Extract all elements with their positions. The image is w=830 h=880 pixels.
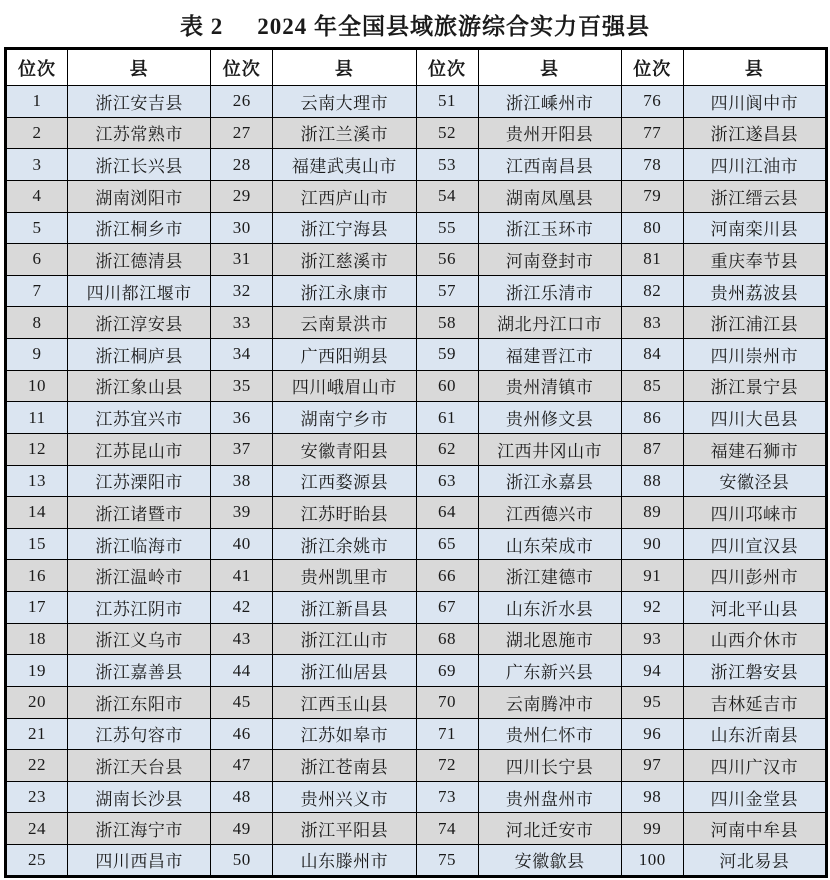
rank-cell: 70 bbox=[416, 686, 478, 718]
county-cell: 江西井冈山市 bbox=[478, 433, 621, 465]
county-cell: 浙江温岭市 bbox=[68, 560, 211, 592]
rank-cell: 72 bbox=[416, 750, 478, 782]
rank-cell: 15 bbox=[6, 528, 68, 560]
rank-cell: 79 bbox=[621, 180, 683, 212]
county-cell: 四川江油市 bbox=[683, 149, 826, 181]
header-row bbox=[6, 49, 827, 86]
county-cell: 贵州盘州市 bbox=[478, 781, 621, 813]
rank-cell: 95 bbox=[621, 686, 683, 718]
county-cell: 湖北丹江口市 bbox=[478, 307, 621, 339]
rank-cell: 36 bbox=[211, 402, 273, 434]
county-cell: 江西庐山市 bbox=[273, 180, 416, 212]
county-cell: 湖南宁乡市 bbox=[273, 402, 416, 434]
rank-cell: 57 bbox=[416, 275, 478, 307]
county-cell: 云南景洪市 bbox=[273, 307, 416, 339]
rank-cell: 86 bbox=[621, 402, 683, 434]
rank-cell: 89 bbox=[621, 497, 683, 529]
county-cell: 江西婺源县 bbox=[273, 465, 416, 497]
county-cell: 浙江诸暨市 bbox=[68, 497, 211, 529]
rank-cell: 96 bbox=[621, 718, 683, 750]
rank-cell: 23 bbox=[6, 781, 68, 813]
county-cell: 山西介休市 bbox=[683, 623, 826, 655]
rank-cell: 84 bbox=[621, 339, 683, 371]
county-cell: 四川都江堰市 bbox=[68, 275, 211, 307]
rank-cell: 43 bbox=[211, 623, 273, 655]
rank-cell: 25 bbox=[6, 845, 68, 877]
county-cell: 江苏如皋市 bbox=[273, 718, 416, 750]
rank-cell: 74 bbox=[416, 813, 478, 845]
rank-cell: 93 bbox=[621, 623, 683, 655]
rank-cell: 35 bbox=[211, 370, 273, 402]
rank-cell: 4 bbox=[6, 180, 68, 212]
county-cell: 浙江海宁市 bbox=[68, 813, 211, 845]
header-rank: 位次 bbox=[211, 49, 273, 86]
county-cell: 浙江景宁县 bbox=[683, 370, 826, 402]
rank-cell: 32 bbox=[211, 275, 273, 307]
county-cell: 浙江嘉善县 bbox=[68, 655, 211, 687]
rank-cell: 26 bbox=[211, 86, 273, 118]
rank-cell: 78 bbox=[621, 149, 683, 181]
rank-cell: 38 bbox=[211, 465, 273, 497]
rank-cell: 2 bbox=[6, 117, 68, 149]
county-cell: 浙江嵊州市 bbox=[478, 86, 621, 118]
county-cell: 安徽歙县 bbox=[478, 845, 621, 877]
rank-cell: 67 bbox=[416, 592, 478, 624]
rank-cell: 73 bbox=[416, 781, 478, 813]
county-cell: 四川崇州市 bbox=[683, 339, 826, 371]
county-cell: 浙江长兴县 bbox=[68, 149, 211, 181]
county-cell: 湖南浏阳市 bbox=[68, 180, 211, 212]
table-row bbox=[6, 813, 827, 845]
table-row bbox=[6, 339, 827, 371]
county-cell: 浙江桐庐县 bbox=[68, 339, 211, 371]
rank-cell: 94 bbox=[621, 655, 683, 687]
county-cell: 江苏宜兴市 bbox=[68, 402, 211, 434]
table-row bbox=[6, 528, 827, 560]
rank-cell: 3 bbox=[6, 149, 68, 181]
county-cell: 安徽泾县 bbox=[683, 465, 826, 497]
header-county: 县 bbox=[273, 49, 416, 86]
rank-cell: 100 bbox=[621, 845, 683, 877]
county-cell: 重庆奉节县 bbox=[683, 244, 826, 276]
county-cell: 江西德兴市 bbox=[478, 497, 621, 529]
county-cell: 河南栾川县 bbox=[683, 212, 826, 244]
rank-cell: 91 bbox=[621, 560, 683, 592]
county-cell: 四川阆中市 bbox=[683, 86, 826, 118]
table-row bbox=[6, 86, 827, 118]
county-cell: 浙江淳安县 bbox=[68, 307, 211, 339]
rank-cell: 92 bbox=[621, 592, 683, 624]
rank-cell: 66 bbox=[416, 560, 478, 592]
county-cell: 浙江浦江县 bbox=[683, 307, 826, 339]
county-cell: 浙江建德市 bbox=[478, 560, 621, 592]
header-rank: 位次 bbox=[416, 49, 478, 86]
rank-cell: 49 bbox=[211, 813, 273, 845]
table-row bbox=[6, 781, 827, 813]
rank-cell: 87 bbox=[621, 433, 683, 465]
county-cell: 浙江乐清市 bbox=[478, 275, 621, 307]
county-cell: 河南中牟县 bbox=[683, 813, 826, 845]
rank-cell: 53 bbox=[416, 149, 478, 181]
rank-cell: 42 bbox=[211, 592, 273, 624]
rank-cell: 71 bbox=[416, 718, 478, 750]
county-cell: 云南腾冲市 bbox=[478, 686, 621, 718]
rank-cell: 39 bbox=[211, 497, 273, 529]
rank-cell: 54 bbox=[416, 180, 478, 212]
rank-cell: 30 bbox=[211, 212, 273, 244]
county-cell: 四川金堂县 bbox=[683, 781, 826, 813]
rank-cell: 1 bbox=[6, 86, 68, 118]
table-row bbox=[6, 497, 827, 529]
table-row bbox=[6, 845, 827, 877]
rank-cell: 52 bbox=[416, 117, 478, 149]
rank-cell: 18 bbox=[6, 623, 68, 655]
rank-cell: 59 bbox=[416, 339, 478, 371]
table-row bbox=[6, 149, 827, 181]
county-cell: 江西南昌县 bbox=[478, 149, 621, 181]
rank-cell: 83 bbox=[621, 307, 683, 339]
table-row bbox=[6, 750, 827, 782]
county-cell: 浙江临海市 bbox=[68, 528, 211, 560]
county-cell: 吉林延吉市 bbox=[683, 686, 826, 718]
county-cell: 浙江东阳市 bbox=[68, 686, 211, 718]
county-cell: 贵州仁怀市 bbox=[478, 718, 621, 750]
rank-cell: 12 bbox=[6, 433, 68, 465]
rank-cell: 98 bbox=[621, 781, 683, 813]
county-cell: 湖北恩施市 bbox=[478, 623, 621, 655]
rank-cell: 64 bbox=[416, 497, 478, 529]
county-cell: 浙江江山市 bbox=[273, 623, 416, 655]
county-cell: 广东新兴县 bbox=[478, 655, 621, 687]
table-row bbox=[6, 402, 827, 434]
rank-cell: 40 bbox=[211, 528, 273, 560]
county-cell: 福建晋江市 bbox=[478, 339, 621, 371]
county-cell: 浙江新昌县 bbox=[273, 592, 416, 624]
table-row bbox=[6, 718, 827, 750]
rank-cell: 7 bbox=[6, 275, 68, 307]
rank-cell: 44 bbox=[211, 655, 273, 687]
rank-cell: 61 bbox=[416, 402, 478, 434]
county-cell: 湖南凤凰县 bbox=[478, 180, 621, 212]
rank-cell: 19 bbox=[6, 655, 68, 687]
county-cell: 河北迁安市 bbox=[478, 813, 621, 845]
county-cell: 四川长宁县 bbox=[478, 750, 621, 782]
county-cell: 浙江玉环市 bbox=[478, 212, 621, 244]
county-cell: 山东沂南县 bbox=[683, 718, 826, 750]
header-county: 县 bbox=[68, 49, 211, 86]
rank-cell: 55 bbox=[416, 212, 478, 244]
county-cell: 江苏句容市 bbox=[68, 718, 211, 750]
county-cell: 浙江宁海县 bbox=[273, 212, 416, 244]
rank-cell: 46 bbox=[211, 718, 273, 750]
county-cell: 山东荣成市 bbox=[478, 528, 621, 560]
county-cell: 浙江永康市 bbox=[273, 275, 416, 307]
rank-cell: 81 bbox=[621, 244, 683, 276]
rank-cell: 37 bbox=[211, 433, 273, 465]
county-cell: 浙江遂昌县 bbox=[683, 117, 826, 149]
rank-cell: 21 bbox=[6, 718, 68, 750]
table-row bbox=[6, 307, 827, 339]
table-row bbox=[6, 180, 827, 212]
rank-cell: 63 bbox=[416, 465, 478, 497]
county-cell: 浙江天台县 bbox=[68, 750, 211, 782]
rank-cell: 34 bbox=[211, 339, 273, 371]
rank-cell: 56 bbox=[416, 244, 478, 276]
county-cell: 浙江桐乡市 bbox=[68, 212, 211, 244]
table-row bbox=[6, 212, 827, 244]
table-row bbox=[6, 275, 827, 307]
county-cell: 云南大理市 bbox=[273, 86, 416, 118]
county-cell: 河南登封市 bbox=[478, 244, 621, 276]
rank-cell: 51 bbox=[416, 86, 478, 118]
rank-cell: 16 bbox=[6, 560, 68, 592]
county-cell: 四川西昌市 bbox=[68, 845, 211, 877]
county-cell: 湖南长沙县 bbox=[68, 781, 211, 813]
rank-cell: 50 bbox=[211, 845, 273, 877]
county-cell: 河北平山县 bbox=[683, 592, 826, 624]
rank-cell: 77 bbox=[621, 117, 683, 149]
table-row bbox=[6, 433, 827, 465]
table-title-text: 2024 年全国县域旅游综合实力百强县 bbox=[257, 14, 650, 39]
rank-cell: 80 bbox=[621, 212, 683, 244]
rank-cell: 11 bbox=[6, 402, 68, 434]
rank-cell: 65 bbox=[416, 528, 478, 560]
county-cell: 江苏江阴市 bbox=[68, 592, 211, 624]
rank-cell: 28 bbox=[211, 149, 273, 181]
rank-cell: 20 bbox=[6, 686, 68, 718]
county-cell: 贵州开阳县 bbox=[478, 117, 621, 149]
rank-cell: 5 bbox=[6, 212, 68, 244]
table-row bbox=[6, 592, 827, 624]
county-cell: 浙江仙居县 bbox=[273, 655, 416, 687]
rank-cell: 29 bbox=[211, 180, 273, 212]
header-rank: 位次 bbox=[621, 49, 683, 86]
county-cell: 四川宣汉县 bbox=[683, 528, 826, 560]
rank-cell: 60 bbox=[416, 370, 478, 402]
header-county: 县 bbox=[478, 49, 621, 86]
rank-cell: 90 bbox=[621, 528, 683, 560]
table-title bbox=[0, 0, 830, 47]
rank-cell: 9 bbox=[6, 339, 68, 371]
top100-table bbox=[4, 47, 828, 878]
table-row bbox=[6, 686, 827, 718]
county-cell: 广西阳朔县 bbox=[273, 339, 416, 371]
rank-cell: 62 bbox=[416, 433, 478, 465]
table-row bbox=[6, 560, 827, 592]
rank-cell: 13 bbox=[6, 465, 68, 497]
county-cell: 浙江缙云县 bbox=[683, 180, 826, 212]
county-cell: 四川峨眉山市 bbox=[273, 370, 416, 402]
county-cell: 河北易县 bbox=[683, 845, 826, 877]
header-rank: 位次 bbox=[6, 49, 68, 86]
rank-cell: 22 bbox=[6, 750, 68, 782]
rank-cell: 69 bbox=[416, 655, 478, 687]
rank-cell: 47 bbox=[211, 750, 273, 782]
rank-cell: 68 bbox=[416, 623, 478, 655]
rank-cell: 17 bbox=[6, 592, 68, 624]
county-cell: 福建石狮市 bbox=[683, 433, 826, 465]
county-cell: 贵州修文县 bbox=[478, 402, 621, 434]
rank-cell: 85 bbox=[621, 370, 683, 402]
county-cell: 福建武夷山市 bbox=[273, 149, 416, 181]
county-cell: 浙江德清县 bbox=[68, 244, 211, 276]
rank-cell: 33 bbox=[211, 307, 273, 339]
county-cell: 四川大邑县 bbox=[683, 402, 826, 434]
county-cell: 贵州兴义市 bbox=[273, 781, 416, 813]
rank-cell: 6 bbox=[6, 244, 68, 276]
county-cell: 四川邛崃市 bbox=[683, 497, 826, 529]
county-cell: 四川彭州市 bbox=[683, 560, 826, 592]
rank-cell: 58 bbox=[416, 307, 478, 339]
table-row bbox=[6, 244, 827, 276]
county-cell: 浙江象山县 bbox=[68, 370, 211, 402]
county-cell: 江苏昆山市 bbox=[68, 433, 211, 465]
rank-cell: 10 bbox=[6, 370, 68, 402]
county-cell: 浙江兰溪市 bbox=[273, 117, 416, 149]
county-cell: 浙江余姚市 bbox=[273, 528, 416, 560]
county-cell: 浙江义乌市 bbox=[68, 623, 211, 655]
rank-cell: 27 bbox=[211, 117, 273, 149]
county-cell: 安徽青阳县 bbox=[273, 433, 416, 465]
county-cell: 江苏常熟市 bbox=[68, 117, 211, 149]
county-cell: 江西玉山县 bbox=[273, 686, 416, 718]
table-row bbox=[6, 655, 827, 687]
rank-cell: 45 bbox=[211, 686, 273, 718]
rank-cell: 31 bbox=[211, 244, 273, 276]
county-cell: 浙江慈溪市 bbox=[273, 244, 416, 276]
rank-cell: 75 bbox=[416, 845, 478, 877]
county-cell: 贵州清镇市 bbox=[478, 370, 621, 402]
county-cell: 浙江磐安县 bbox=[683, 655, 826, 687]
table-row bbox=[6, 623, 827, 655]
table-row bbox=[6, 465, 827, 497]
county-cell: 浙江平阳县 bbox=[273, 813, 416, 845]
rank-cell: 76 bbox=[621, 86, 683, 118]
rank-cell: 24 bbox=[6, 813, 68, 845]
county-cell: 山东沂水县 bbox=[478, 592, 621, 624]
county-cell: 浙江永嘉县 bbox=[478, 465, 621, 497]
table-title-label: 表 2 bbox=[180, 14, 224, 39]
county-cell: 江苏盱眙县 bbox=[273, 497, 416, 529]
county-cell: 贵州荔波县 bbox=[683, 275, 826, 307]
table-row bbox=[6, 117, 827, 149]
rank-cell: 41 bbox=[211, 560, 273, 592]
rank-cell: 14 bbox=[6, 497, 68, 529]
rank-cell: 97 bbox=[621, 750, 683, 782]
rank-cell: 82 bbox=[621, 275, 683, 307]
county-cell: 山东滕州市 bbox=[273, 845, 416, 877]
county-cell: 四川广汉市 bbox=[683, 750, 826, 782]
county-cell: 贵州凯里市 bbox=[273, 560, 416, 592]
rank-cell: 8 bbox=[6, 307, 68, 339]
county-cell: 浙江安吉县 bbox=[68, 86, 211, 118]
table-row bbox=[6, 370, 827, 402]
county-cell: 江苏溧阳市 bbox=[68, 465, 211, 497]
rank-cell: 99 bbox=[621, 813, 683, 845]
rank-cell: 88 bbox=[621, 465, 683, 497]
county-cell: 浙江苍南县 bbox=[273, 750, 416, 782]
header-county: 县 bbox=[683, 49, 826, 86]
rank-cell: 48 bbox=[211, 781, 273, 813]
